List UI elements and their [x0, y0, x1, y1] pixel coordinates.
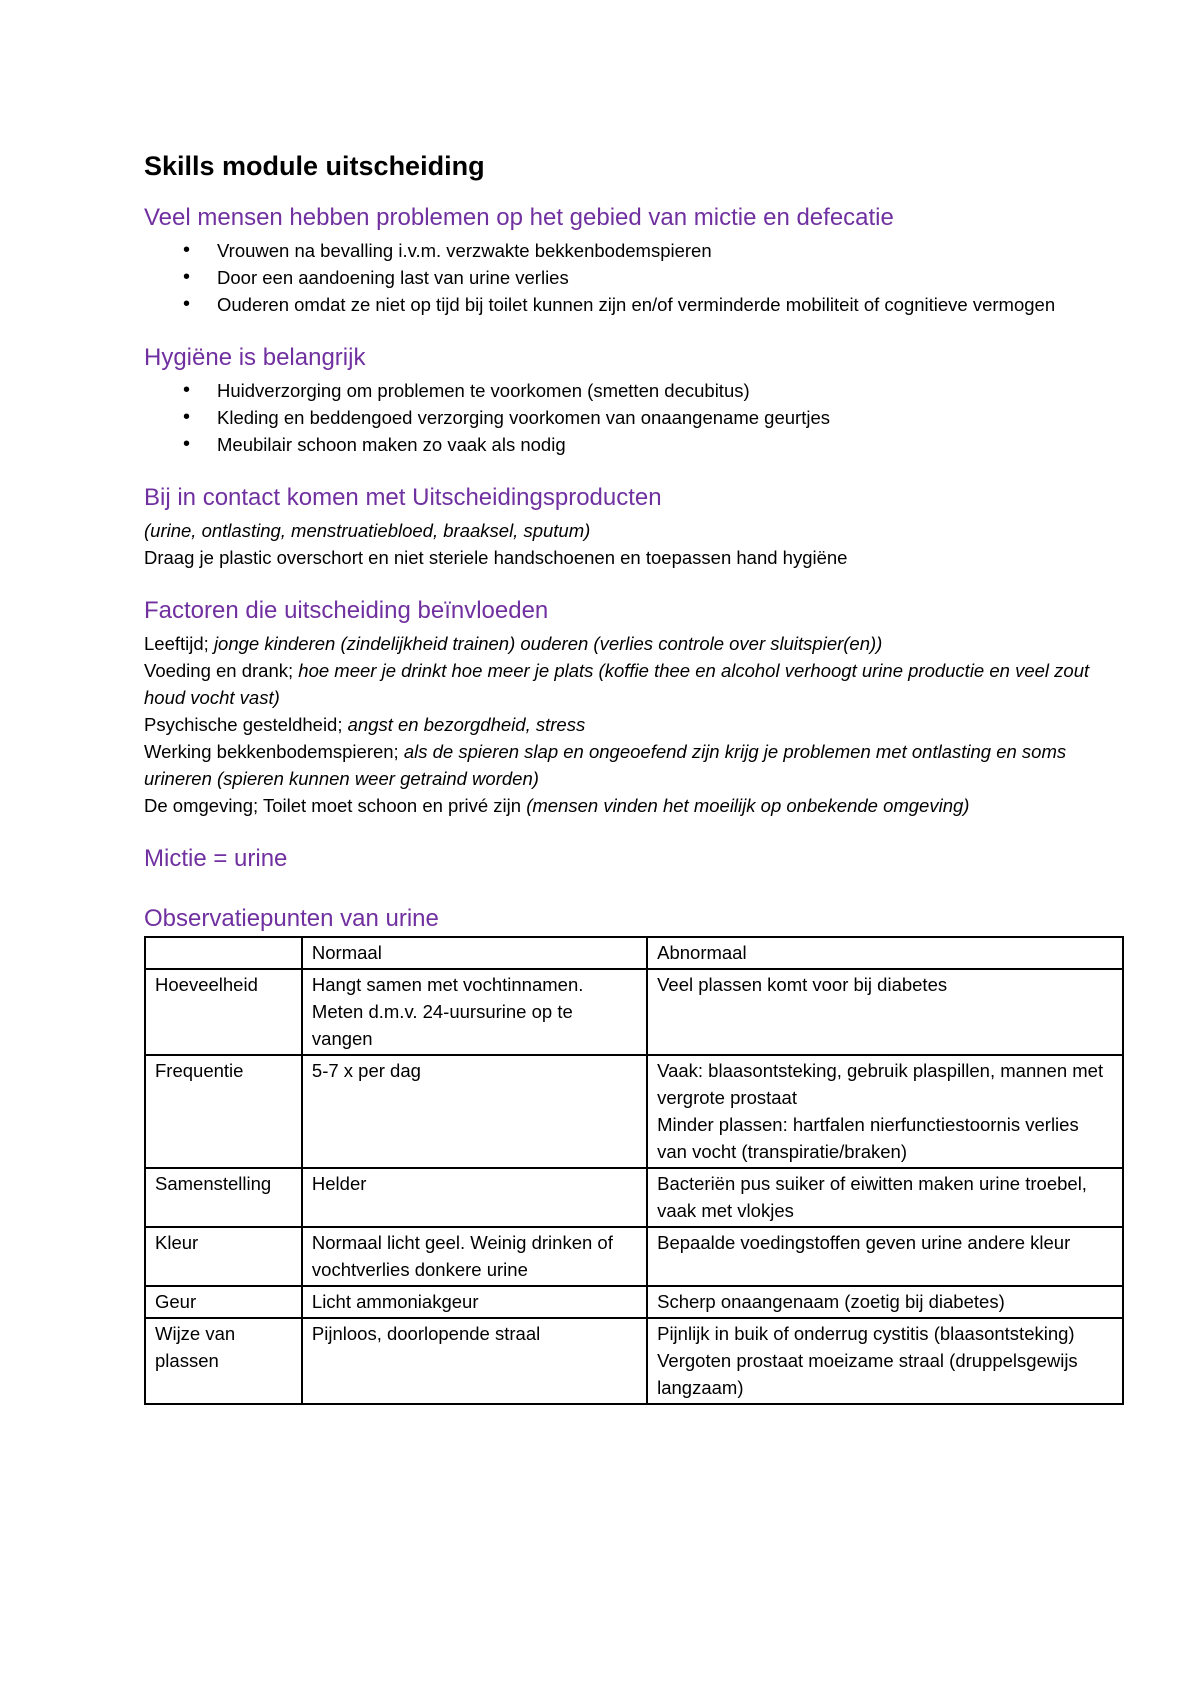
- table-row: [145, 1318, 1123, 1404]
- section-problems: [144, 204, 1124, 318]
- factor-line: [144, 711, 1124, 738]
- cell-text: Helder: [311, 1173, 367, 1195]
- table-row: [145, 1168, 1123, 1227]
- factor-line: [144, 738, 1124, 792]
- section-factors: [144, 597, 1124, 819]
- row-label-cell: Kleur: [145, 1227, 302, 1286]
- normaal-cell: [302, 969, 647, 1055]
- abnormaal-cell: [647, 969, 1123, 1055]
- table-header-row: [145, 937, 1123, 969]
- bullet-list: [144, 377, 1124, 458]
- list-item: • Meubilair schoon maken zo vaak als nodig: [217, 431, 1124, 458]
- table-header-cell: Normaal: [302, 937, 647, 969]
- factor-text: jonge kinderen (zindelijkheid trainen) ouderen (verlies controle over sluitspier(en)): [213, 632, 883, 654]
- factor-label: Voeding en drank;: [144, 659, 299, 681]
- list-item: • Vrouwen na bevalling i.v.m. verzwakte bekkenbodemspieren: [217, 237, 1124, 264]
- factor-text: hoe meer je drinkt hoe meer je plats (koffie thee en alcohol verhoogt urine productie en veel zout houd vocht vast): [144, 659, 1090, 708]
- table-row: [145, 1286, 1123, 1318]
- row-label-cell: Frequentie: [145, 1055, 302, 1168]
- normaal-cell: [302, 1227, 647, 1286]
- observation-table: [144, 936, 1124, 1405]
- normaal-cell: [302, 1055, 647, 1168]
- cell-text: Scherp onaangenaam (zoetig bij diabetes): [657, 1291, 1005, 1313]
- cell-text: Bepaalde voedingstoffen geven urine andere kleur: [657, 1232, 1071, 1254]
- table-header-cell: [145, 937, 302, 969]
- abnormaal-cell: [647, 1318, 1123, 1404]
- factor-text: angst en bezorgdheid, stress: [347, 713, 586, 735]
- list-item: • Door een aandoening last van urine verlies: [217, 264, 1124, 291]
- factor-text: (mensen vinden het moeilijk op onbekende omgeving): [526, 794, 970, 816]
- factor-line: [144, 630, 1124, 657]
- factor-text: als de spieren slap en ongeoefend zijn krijg je problemen met ontlasting en soms urineren (spieren kunnen weer getraind worden): [144, 740, 1067, 789]
- protection-text: Draag je plastic overschort en niet steriele handschoenen en toepassen hand hygiëne: [144, 546, 848, 568]
- abnormaal-cell: [647, 1055, 1123, 1168]
- cell-text: Normaal licht geel. Weinig drinken of vochtverlies donkere urine: [311, 1232, 613, 1281]
- cell-text: Vaak: blaasontsteking, gebruik plaspillen, mannen met vergrote prostaat: [657, 1060, 1104, 1109]
- section-heading: Bij in contact komen met Uitscheidingsproducten: [144, 483, 662, 511]
- list-item: • Ouderen omdat ze niet op tijd bij toilet kunnen zijn en/of verminderde mobiliteit of cognitieve vermogen: [217, 291, 1124, 318]
- factor-label: De omgeving; Toilet moet schoon en privé zijn: [144, 794, 527, 816]
- section-heading: Hygiëne is belangrijk: [144, 344, 366, 372]
- section-hygiene: [144, 344, 1124, 458]
- factor-line: [144, 792, 1124, 819]
- abnormaal-cell: [647, 1286, 1123, 1318]
- row-label-cell: Geur: [145, 1286, 302, 1318]
- cell-text: Vergoten prostaat moeizame straal (druppelsgewijs langzaam): [657, 1350, 1078, 1399]
- table-header-cell: Abnormaal: [647, 937, 1123, 969]
- section-mictie: [144, 845, 1124, 874]
- cell-text: Licht ammoniakgeur: [311, 1291, 479, 1313]
- cell-text: Minder plassen: hartfalen nierfunctiestoornis verlies van vocht (transpiratie/braken): [657, 1114, 1079, 1163]
- row-label-cell: Hoeveelheid: [145, 969, 302, 1055]
- cell-text: Veel plassen komt voor bij diabetes: [657, 974, 948, 996]
- section-heading: Veel mensen hebben problemen op het gebied van mictie en defecatie: [144, 204, 894, 232]
- section-observation: [144, 905, 1124, 1405]
- factor-label: Psychische gesteldheid;: [144, 713, 348, 735]
- table-row: [145, 1055, 1123, 1168]
- cell-text: Pijnloos, doorlopende straal: [311, 1323, 541, 1345]
- row-label-cell: Wijze van plassen: [145, 1318, 302, 1404]
- list-item: • Huidverzorging om problemen te voorkomen (smetten decubitus): [217, 377, 1124, 404]
- cell-text: Hangt samen met vochtinnamen. Meten d.m.v. 24-uursurine op te vangen: [311, 974, 584, 1050]
- normaal-cell: [302, 1318, 647, 1404]
- section-heading: Factoren die uitscheiding beïnvloeden: [144, 596, 549, 624]
- cell-text: 5-7 x per dag: [311, 1060, 421, 1082]
- abnormaal-cell: [647, 1227, 1123, 1286]
- products-note: (urine, ontlasting, menstruatiebloed, braaksel, sputum): [144, 519, 591, 541]
- normaal-cell: [302, 1286, 647, 1318]
- document-content: [144, 150, 1124, 1431]
- page-title: Skills module uitscheiding: [144, 151, 485, 181]
- table-row: [145, 969, 1123, 1055]
- row-label-cell: Samenstelling: [145, 1168, 302, 1227]
- cell-text: Pijnlijk in buik of onderrug cystitis (blaasontsteking): [657, 1323, 1075, 1345]
- section-heading: Observatiepunten van urine: [144, 905, 439, 933]
- section-contact: [144, 484, 1124, 571]
- list-item: • Kleding en beddengoed verzorging voorkomen van onaangename geurtjes: [217, 404, 1124, 431]
- bullet-list: [144, 237, 1124, 318]
- factor-line: [144, 657, 1124, 711]
- cell-text: Bacteriën pus suiker of eiwitten maken urine troebel, vaak met vlokjes: [657, 1173, 1087, 1222]
- factor-label: Werking bekkenbodemspieren;: [144, 740, 404, 762]
- section-heading: Mictie = urine: [144, 844, 288, 872]
- normaal-cell: [302, 1168, 647, 1227]
- table-row: [145, 1227, 1123, 1286]
- factor-label: Leeftijd;: [144, 632, 214, 654]
- abnormaal-cell: [647, 1168, 1123, 1227]
